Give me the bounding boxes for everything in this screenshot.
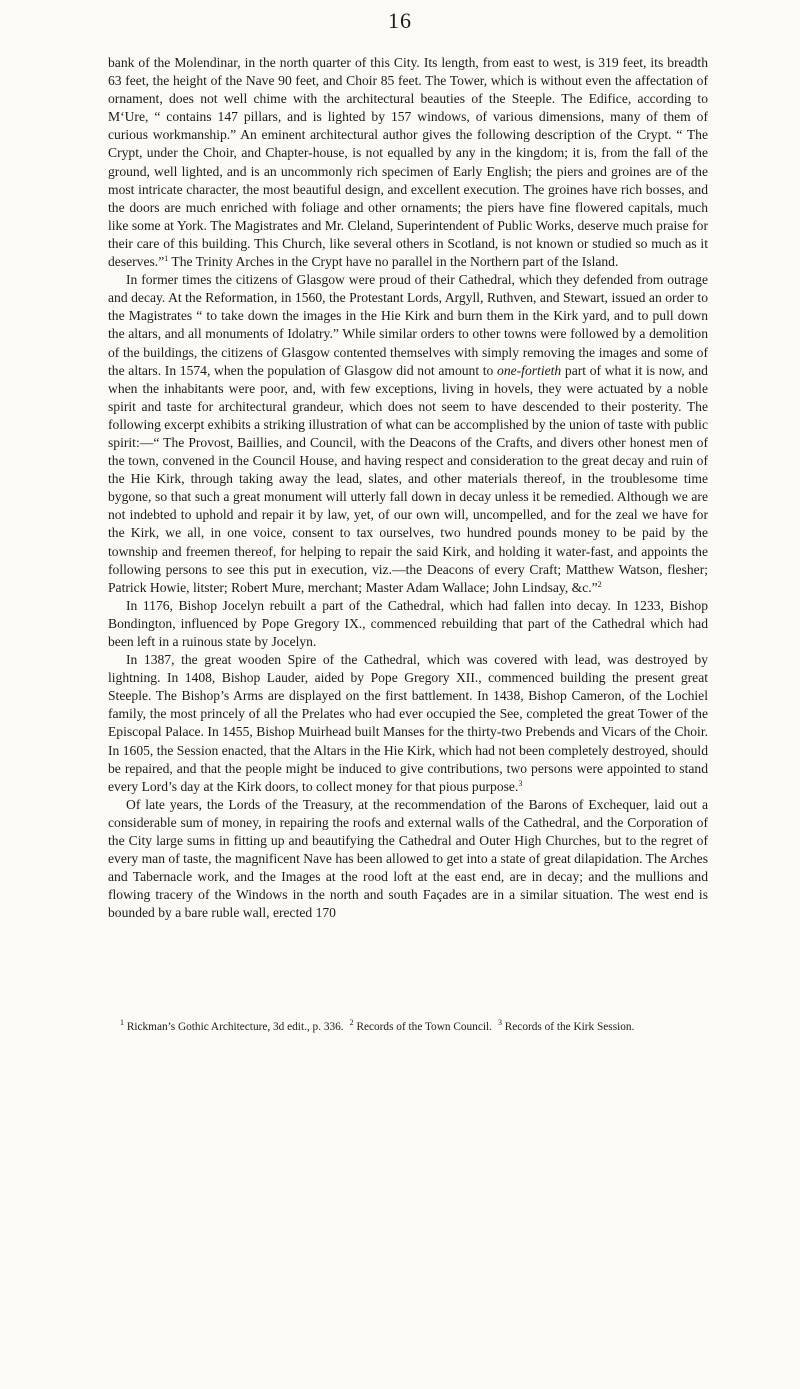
page-number: 16 — [388, 8, 412, 33]
footnote-ref: 3 — [518, 778, 523, 788]
paragraph-text: Of late years, the Lords of the Treasury, at the recommendation of the Barons of Exchequer, laid out a considerable sum of money, in repairing the roofs and external walls of the Cathedral, and the Corporation of the City large sums in fitting up and beautifying the Cathedral and Outer High Churches, but to the regret of every man of taste, the magnificent Nave has been allowed to get into a state of great dilapidation. The Arches and Tabernacle work, and the Images at the rood loft at the east end, are in decay; and the mullions and flowing tracery of the Windows in the north and south Façades are in a similar situation. The west end is bounded by a bare ruble wall, erected 170 — [108, 796, 708, 921]
footnote-mark: 1 — [120, 1018, 124, 1027]
footnote — [120, 1018, 344, 1033]
paragraph-text: In former times the citizens of Glasgow were proud of their Cathedral, which they defended from outrage and decay. At the Reformation, in 1560, the Protestant Lords, Argyll, Ruthven, and Stewart, issued an order to the Magistrates “ to take down the images in the Hie Kirk and burn them in the Kirk yard, and to pull down the altars, and all monuments of Idolatry.” While similar orders to other towns were followed by a demolition of the buildings, the citizens of Glasgow contented themselves with simply removing the images and some of the altars. In 1574, when the population of Glasgow did not amount to — [108, 272, 708, 378]
footnote-text: Records of the Kirk Session. — [501, 1021, 635, 1033]
paragraph — [108, 271, 708, 597]
footnote-text: Rickman’s Gothic Architecture, 3d edit., p. 336. — [124, 1021, 344, 1033]
footnote — [497, 1018, 635, 1033]
footnote-mark: 3 — [497, 1018, 502, 1027]
paragraph — [108, 796, 708, 923]
paragraph-text: The Trinity Arches in the Crypt have no parallel in the Northern part of the Island. — [168, 254, 619, 270]
footnote — [349, 1018, 492, 1033]
footnotes — [120, 1020, 720, 1034]
paragraph-text: In 1387, the great wooden Spire of the Cathedral, which was covered with lead, was destroyed by lightning. In 1408, Bishop Lauder, aided by Pope Gregory XII., commenced building the present great Steeple. The Bishop’s Arms are displayed on the first battlement. In 1438, Bishop Cameron, of the Lochiel family, the most princely of all the Prelates who had ever occupied the See, completed the great Tower of the Episcopal Palace. In 1455, Bishop Muirhead built Manses for the thirty-two Prebends and Vicars of the Choir. In 1605, the Session enacted, that the Altars in the Hie Kirk, which had not been completely destroyed, should be repaired, and that the people might be induced to give contributions, two persons were appointed to stand every Lord’s day at the Kirk doors, to collect money for that pious purpose. — [108, 652, 708, 794]
footnote-ref: 1 — [164, 254, 169, 264]
emphasis-text: one-fortieth — [497, 362, 562, 378]
body-text — [108, 54, 708, 923]
paragraph — [108, 54, 708, 271]
paragraph — [108, 597, 708, 651]
footnote-text: Records of the Town Council. — [353, 1021, 492, 1033]
paragraph-text: In 1176, Bishop Jocelyn rebuilt a part of the Cathedral, which had fallen into decay. In 1233, Bishop Bondington, influenced by Pope Gregory IX., commenced rebuilding that part of the Cathedral which had been left in a ruinous state by Jocelyn. — [108, 597, 708, 649]
paragraph-text: part of what it is now, and when the inhabitants were poor, and, with few exceptions, living in hovels, they were actuated by a noble spirit and taste for architectural grandeur, which does not seem to have descended to their posterity. The following excerpt exhibits a striking illustration of what can be accomplished by the union of taste with public spirit:—“ The Provost, Baillies, and Council, with the Deacons of the Crafts, and divers other honest men of the town, convened in the Council House, and having respect and consideration to the great decay and ruin of the Hie Kirk, through taking away the lead, slates, and other materials thereof, in the troublesome time bygone, so that such a great monument will utterly fall down in decay unless it be remedied. Although we are not indebted to uphold and repair it by law, yet, of our own will, uncompelled, and for the zeal we have for the Kirk, we all, in one voice, consent to tax ourselves, two hundred pounds money to be paid by the township and freemen thereof, for helping to repair the said Kirk, and holding it water-fast, and appoints the following persons to see this put in execution, viz.—the Deacons of every Craft; Matthew Watson, flesher; Patrick Howie, litster; Robert Mure, merchant; Master Adam Wallace; John Lindsay, &c.” — [108, 362, 708, 595]
footnote-mark: 2 — [349, 1018, 354, 1027]
paragraph — [108, 651, 708, 796]
paragraph-text: bank of the Molendinar, in the north quarter of this City. Its length, from east to west, is 319 feet, its breadth 63 feet, the height of the Nave 90 feet, and Choir 85 feet. The Tower, which is without even the affectation of ornament, does not well chime with the architectural beauties of the Steeple. The Edifice, according to M‘Ure, “ contains 147 pillars, and is lighted by 157 windows, of various dimensions, many of them of curious workmanship.” An eminent architectural author gives the following description of the Crypt. “ The Crypt, under the Choir, and Chapter-house, is not equalled by any in the kingdom; it is, from the fall of the ground, well lighted, and is an uncommonly rich specimen of Early English; the piers and groines are of the most intricate character, the most beautiful design, and excellent execution. The groines have rich bosses, and the doors are much enriched with foliage and other ornaments; the piers have fine flowered capitals, much like some at York. The Magistrates and Mr. Cleland, Superintendent of Public Works, deserve much praise for their care of this building. This Church, like several others in Scotland, is not known or studied so much as it deserves.” — [108, 55, 708, 270]
footnote-ref: 2 — [597, 579, 602, 589]
